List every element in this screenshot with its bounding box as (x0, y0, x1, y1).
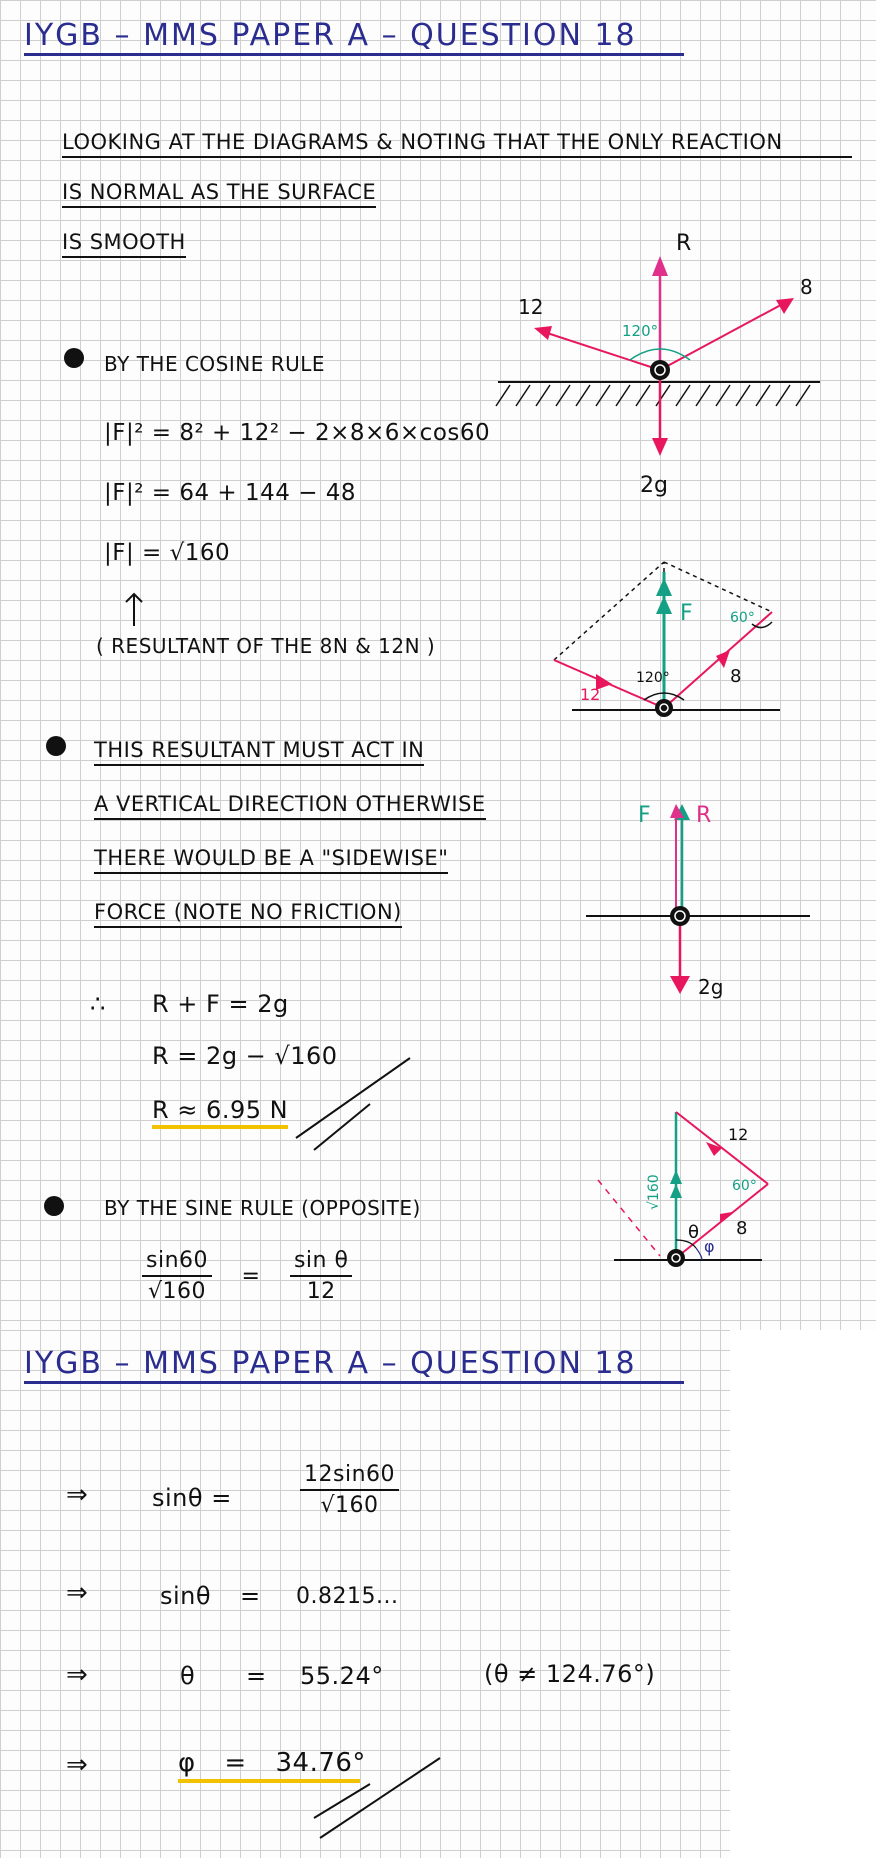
label-R-3: R (696, 803, 712, 828)
step4-lhs: φ (178, 1748, 196, 1778)
step3-eq: = (246, 1662, 267, 1690)
label-120-deg-2: 120° (636, 670, 670, 686)
step3-rhs: 55.24° (300, 1662, 384, 1690)
sine-rhs-num: sin θ (290, 1248, 352, 1277)
arrow-head-2g-3 (670, 976, 690, 994)
step2-lhs: sinθ (160, 1582, 212, 1610)
page-2-title: IYGB – MMS PAPER A – QUESTION 18 (24, 1346, 684, 1384)
intro-line-2: IS NORMAL AS THE SURFACE (62, 180, 376, 208)
arrow-head-12-tri (706, 1142, 722, 1156)
arrow-head-F-2 (656, 596, 672, 614)
intro-line-1: LOOKING AT THE DIAGRAMS & NOTING THAT THE ONLY REACTION (62, 130, 852, 158)
dashed-left (554, 562, 664, 660)
label-8-tri: 8 (736, 1218, 748, 1239)
resultant-note: ( RESULTANT OF THE 8N & 12N ) (96, 634, 436, 658)
bullet-2 (46, 736, 66, 756)
sine-lhs-den: √160 (148, 1279, 207, 1304)
force-diagram-1 (490, 220, 850, 510)
particle (650, 360, 670, 380)
label-12-tri: 12 (728, 1125, 749, 1144)
intro-line-3: IS SMOOTH (62, 230, 186, 258)
step2-eq: = (240, 1582, 261, 1610)
label-2g: 2g (640, 473, 668, 498)
sine-heading: BY THE SINE RULE (OPPOSITE) (104, 1196, 421, 1220)
arrow-head-8-mid (716, 650, 730, 668)
force-diagram-3 (580, 790, 830, 1020)
force-diagram-4 (590, 1100, 790, 1280)
label-60-deg: 60° (730, 610, 755, 626)
particle-3 (670, 906, 690, 926)
cosine-line-2: |F|² = 64 + 144 − 48 (104, 480, 357, 506)
implies-arrow-3: ⇒ (66, 1660, 89, 1690)
implies-arrow-2: ⇒ (66, 1578, 89, 1608)
force-diagram-2 (540, 550, 800, 720)
final-tick-marks (310, 1748, 450, 1848)
label-8: 8 (800, 275, 813, 299)
equation-line-1: R + F = 2g (152, 990, 289, 1018)
label-R: R (676, 231, 692, 256)
step1-lhs: sinθ = (152, 1484, 232, 1512)
label-12: 12 (518, 295, 544, 319)
particle-4 (667, 1249, 685, 1267)
step3-lhs: θ (180, 1662, 196, 1690)
answer-tick-marks (290, 1054, 420, 1154)
label-root-160: √160 (646, 1174, 662, 1210)
arrow-head-F-1 (656, 578, 672, 596)
step2-rhs: 0.8215... (296, 1584, 399, 1609)
label-60-deg-tri: 60° (732, 1178, 757, 1194)
label-8-2: 8 (730, 666, 742, 687)
cosine-heading: BY THE COSINE RULE (104, 352, 326, 376)
therefore-symbol: ∴ (90, 990, 106, 1018)
equation-line-3-answer: R ≈ 6.95 N (152, 1096, 288, 1129)
up-arrow-icon (120, 590, 150, 630)
vertical-line-4: FORCE (NOTE NO FRICTION) (94, 900, 402, 928)
label-12-2: 12 (580, 685, 601, 704)
step1-fraction (300, 1462, 399, 1518)
label-2g-3: 2g (698, 975, 724, 999)
particle-2 (655, 699, 673, 717)
implies-arrow-1: ⇒ (66, 1480, 89, 1510)
sine-lhs-num: sin60 (142, 1248, 212, 1277)
sine-rhs-den: 12 (306, 1279, 336, 1304)
cosine-line-3: |F| = √160 (104, 540, 231, 566)
cosine-line-1: |F|² = 8² + 12² − 2×8×6×cos60 (104, 420, 491, 446)
step1-num: 12sin60 (300, 1462, 399, 1491)
bullet-1 (64, 348, 84, 368)
label-phi: φ (704, 1237, 715, 1256)
arrow-head-root-1 (670, 1170, 682, 1184)
sine-lhs-fraction (142, 1248, 212, 1304)
step4-eq: = (224, 1748, 247, 1778)
page-1-title: IYGB – MMS PAPER A – QUESTION 18 (24, 18, 684, 56)
step3-note: (θ ≠ 124.76°) (484, 1660, 656, 1688)
arrow-head-root-2 (670, 1184, 682, 1198)
arrow-head-2g (652, 438, 668, 456)
implies-arrow-4: ⇒ (66, 1750, 89, 1780)
label-F-3: F (638, 803, 651, 828)
arrow-head-R (652, 256, 668, 276)
label-F: F (680, 601, 693, 626)
vertical-line-2: A VERTICAL DIRECTION OTHERWISE (94, 792, 486, 820)
sine-rhs-fraction (290, 1248, 352, 1304)
arrow-head-12 (534, 326, 552, 340)
bullet-3 (44, 1196, 64, 1216)
sine-rule-equation (142, 1248, 352, 1304)
step4-rhs: 34.76° (275, 1748, 366, 1778)
equation-line-2: R = 2g − √160 (152, 1042, 338, 1070)
label-120-deg: 120° (622, 322, 659, 340)
step1-den: √160 (320, 1493, 379, 1518)
ground-hatching (496, 385, 810, 406)
label-theta: θ (688, 1222, 700, 1243)
vertical-line-1: THIS RESULTANT MUST ACT IN (94, 738, 424, 766)
sine-equals: = (241, 1263, 261, 1289)
vertical-line-3: THERE WOULD BE A "SIDEWISE" (94, 846, 448, 874)
